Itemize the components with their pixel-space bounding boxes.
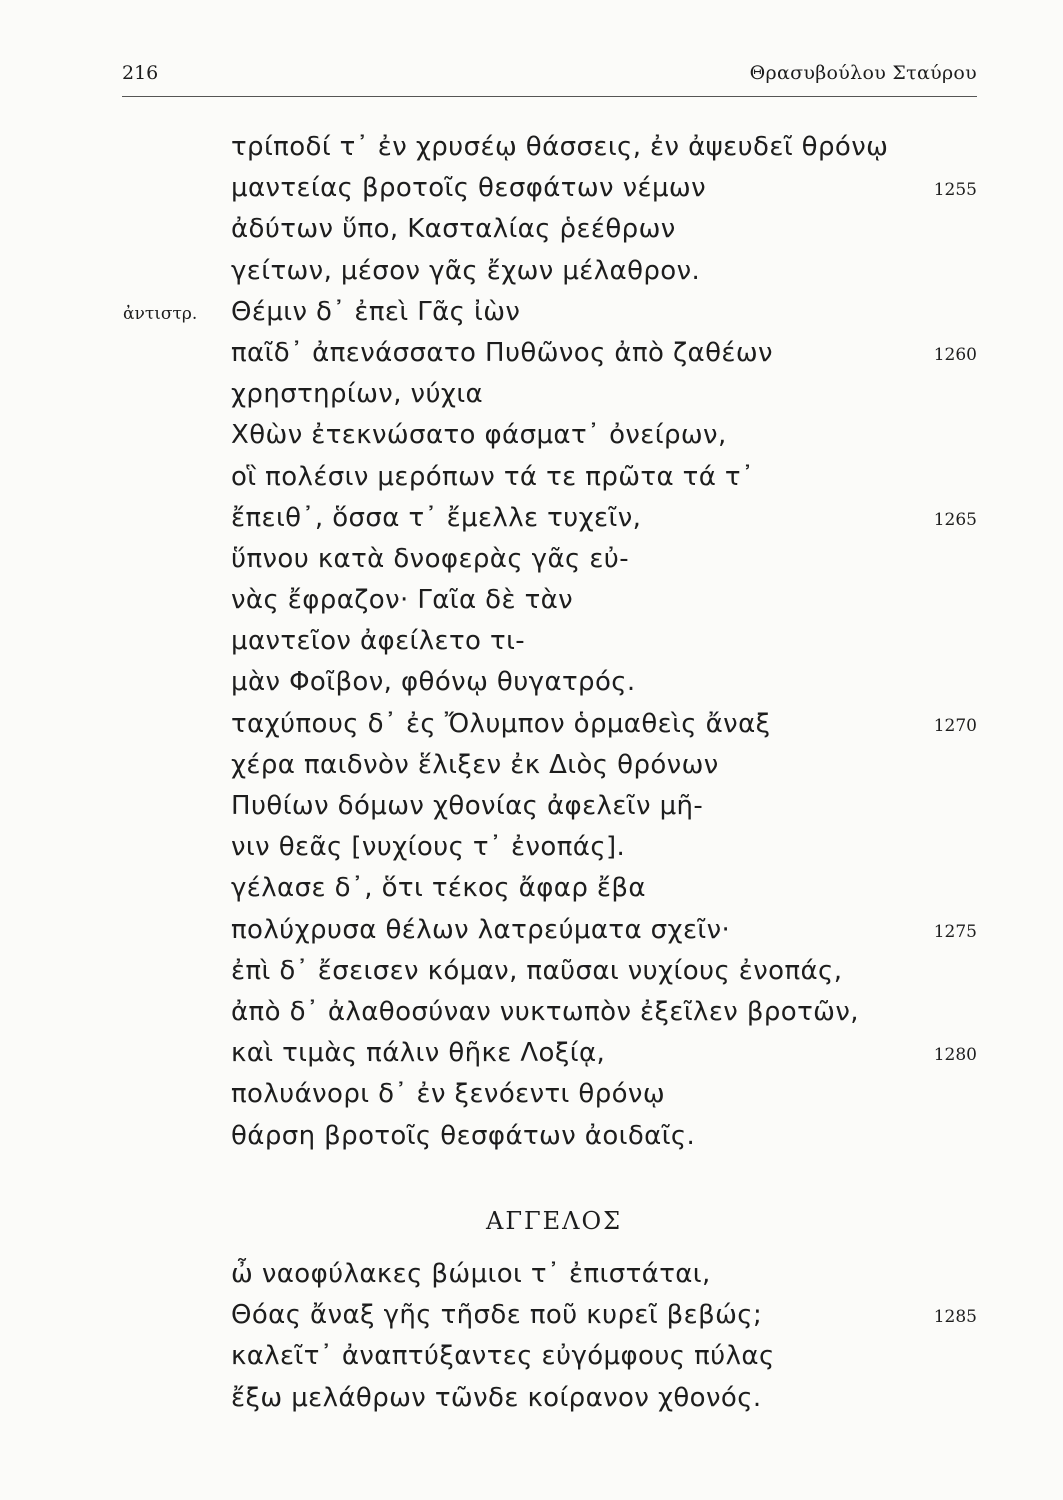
verse-line	[0, 1296, 1063, 1337]
verse-line	[0, 952, 1063, 993]
line-number: 1280	[933, 1045, 977, 1066]
verse-line	[0, 705, 1063, 746]
verse-line	[0, 1034, 1063, 1075]
verse-line-text: ὦ ναοφύλακες βώμιοι τ᾽ ἐπιστάται,	[231, 1259, 711, 1289]
verse-line-text: ἔπειθ᾽, ὅσσα τ᾽ ἔμελλε τυχεῖν,	[231, 502, 642, 533]
verse-line	[0, 828, 1063, 869]
verse-line	[0, 1075, 1063, 1116]
verse-line-text: χέρα παιδνὸν ἕλιξεν ἐκ Διὸς θρόνων	[231, 749, 719, 780]
verse-line-text: Θόας ἄναξ γῆς τῆσδε ποῦ κυρεῖ βεβώς;	[231, 1300, 763, 1331]
verse-line-text: ἐπὶ δ᾽ ἔσεισεν κόμαν, παῦσαι νυχίους ἐνοπάς,	[231, 955, 843, 986]
line-number: 1265	[933, 509, 977, 530]
verse-line	[0, 375, 1063, 416]
verse-line-text: θάρση βροτοῖς θεσφάτων ἀοιδαῖς.	[231, 1120, 696, 1151]
verse-line	[0, 622, 1063, 663]
verse-line-text: Θέμιν δ᾽ ἐπεὶ Γᾶς ἰὼν	[231, 296, 521, 327]
line-number: 1260	[933, 344, 977, 365]
verse-line-text: ταχύπους δ᾽ ἐς Ὄλυμπον ὁρμαθεὶς ἄναξ	[231, 708, 771, 739]
verse-line	[0, 1117, 1063, 1158]
verse-line-text: οἳ πολέσιν μερόπων τά τε πρῶτα τά τ᾽	[231, 461, 755, 492]
verse-line-text: καλεῖτ᾽ ἀναπτύξαντες εὐγόμφους πύλας	[231, 1341, 775, 1372]
verse-line	[0, 1337, 1063, 1378]
speaker-name: ΑΓΓΕΛΟΣ	[486, 1207, 623, 1235]
verse-line	[0, 663, 1063, 704]
verse-line	[0, 334, 1063, 375]
verse-line-text: γέλασε δ᾽, ὅτι τέκος ἄφαρ ἔβα	[231, 873, 646, 904]
verse-line-text: Χθὼν ἐτεκνώσατο φάσματ᾽ ὀνείρων,	[231, 420, 727, 451]
verse-line-text: μαντείας βροτοῖς θεσφάτων νέμων	[231, 173, 707, 204]
verse-line-text: πολύχρυσα θέλων λατρεύματα σχεῖν·	[231, 914, 731, 945]
verse-line	[0, 252, 1063, 293]
verse-block-messenger	[0, 1255, 1063, 1420]
verse-line	[0, 293, 1063, 334]
verse-line-text: γείτων, μέσον γᾶς ἔχων μέλαθρον.	[231, 255, 701, 286]
verse-line	[0, 869, 1063, 910]
verse-line-text: μὰν Φοῖβον, φθόνῳ θυγατρός.	[231, 667, 636, 698]
verse-line-text: ὕπνου κατὰ δνοφερὰς γᾶς εὐ-	[231, 543, 629, 574]
verse-line-text: ἔξω μελάθρων τῶνδε κοίρανον χθονός.	[231, 1382, 762, 1413]
verse-line	[0, 499, 1063, 540]
verse-line-text: ἀδύτων ὕπο, Κασταλίας ῥεέθρων	[231, 214, 676, 245]
verse-line	[0, 993, 1063, 1034]
running-head: Θρασυβούλου Σταύρου	[749, 62, 977, 84]
verse-line	[0, 787, 1063, 828]
line-number: 1255	[933, 180, 977, 201]
verse-line-text: νὰς ἔφραζον· Γαῖα δὲ τὰν	[231, 585, 574, 616]
verse-line-text: νιν θεᾶς [νυχίους τ᾽ ἐνοπάς].	[231, 832, 626, 863]
verse-block-antistrophe	[0, 128, 1063, 1158]
verse-line-text: ἀπὸ δ᾽ ἀλαθοσύναν νυκτωπὸν ἐξεῖλεν βροτῶν,	[231, 996, 859, 1027]
verse-line-text: πολυάνορι δ᾽ ἐν ξενόεντι θρόνῳ	[231, 1079, 666, 1110]
verse-line-text: παῖδ᾽ ἀπενάσσατο Πυθῶνος ἀπὸ ζαθέων	[231, 337, 773, 368]
verse-line	[0, 210, 1063, 251]
verse-line	[0, 581, 1063, 622]
verse-line	[0, 169, 1063, 210]
page-number: 216	[122, 62, 159, 84]
verse-line-text: τρίποδί τ᾽ ἐν χρυσέῳ θάσσεις, ἐν ἀψευδεῖ θρόνῳ	[231, 132, 889, 162]
verse-line-text: χρηστηρίων, νύχια	[231, 379, 484, 410]
line-number: 1275	[933, 921, 977, 942]
header-rule	[122, 96, 977, 97]
verse-line	[0, 128, 1063, 169]
verse-line-text: μαντεῖον ἀφείλετο τι-	[231, 626, 526, 657]
verse-line	[0, 1379, 1063, 1420]
verse-line	[0, 416, 1063, 457]
verse-line	[0, 746, 1063, 787]
verse-line-text: καὶ τιμὰς πάλιν θῆκε Λοξίᾳ,	[231, 1038, 606, 1069]
verse-line	[0, 911, 1063, 952]
verse-line	[0, 1255, 1063, 1296]
verse-line	[0, 458, 1063, 499]
verse-line	[0, 540, 1063, 581]
line-number: 1270	[933, 715, 977, 736]
line-number: 1285	[933, 1307, 977, 1328]
strophe-label: ἀντιστρ.	[123, 303, 198, 324]
verse-line-text: Πυθίων δόμων χθονίας ἀφελεῖν μῆ-	[231, 791, 704, 821]
page-header	[122, 58, 977, 98]
